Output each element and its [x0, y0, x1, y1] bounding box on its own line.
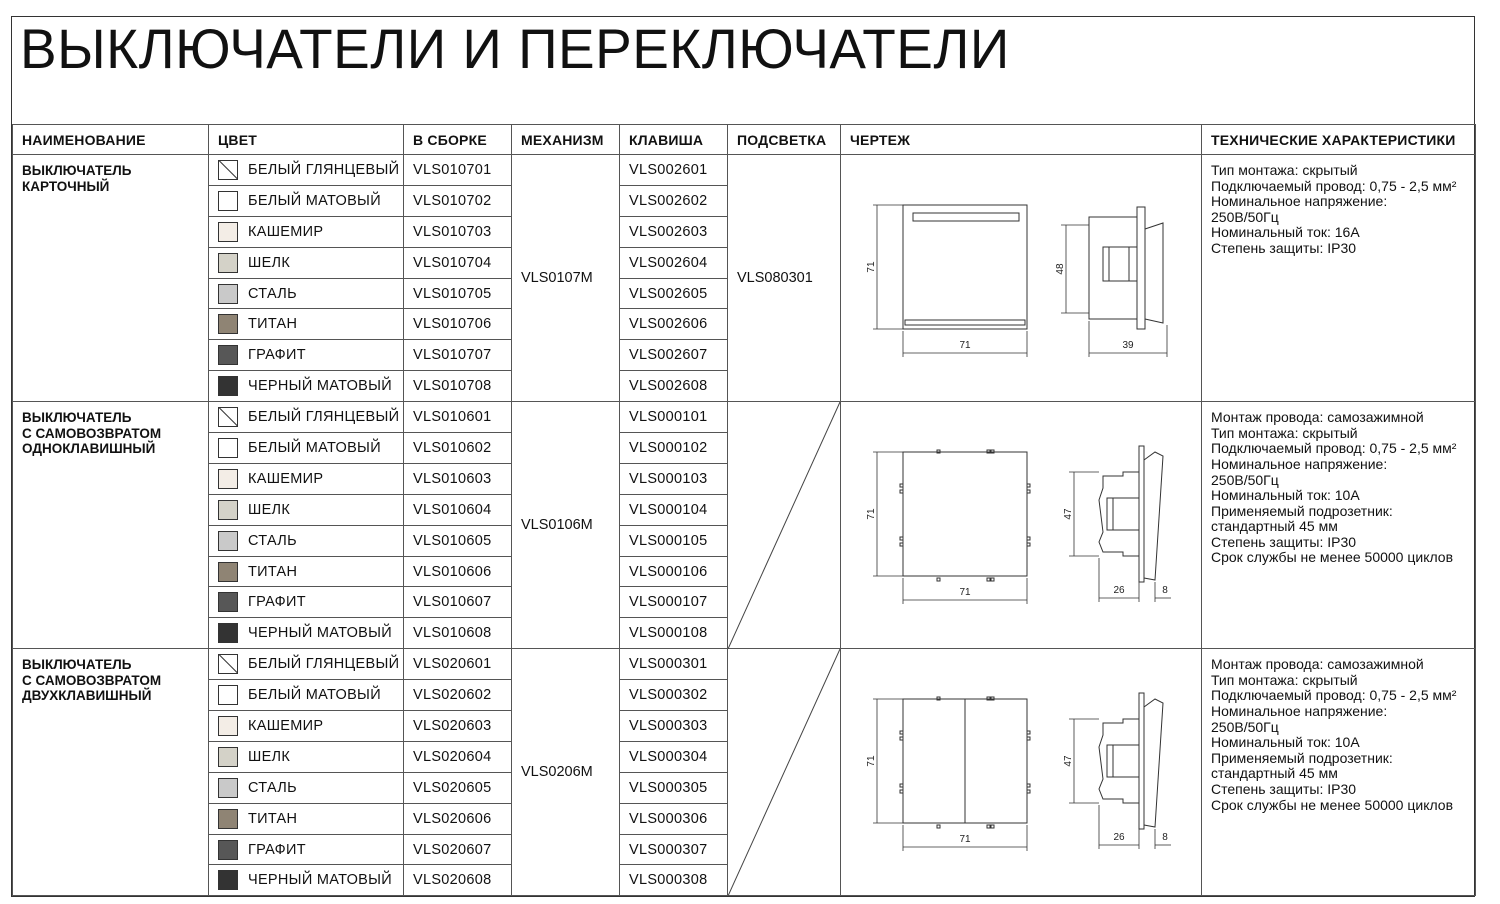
color-cell — [209, 402, 404, 433]
spec-line: Срок службы не менее 50000 циклов — [1211, 549, 1454, 566]
spec-line: Тип монтажа: скрытый — [1211, 424, 1358, 441]
color-cell — [209, 433, 404, 464]
color-cell — [209, 155, 404, 186]
table-header-row — [13, 125, 1476, 155]
color-entry — [218, 840, 394, 860]
color-cell — [209, 680, 404, 711]
key-code: VLS000106 — [620, 556, 728, 587]
color-cell — [209, 865, 404, 896]
color-cell — [209, 618, 404, 649]
key-code: VLS002605 — [620, 278, 728, 309]
product-name-line: ВЫКЛЮЧАТЕЛЬ — [22, 163, 132, 178]
color-entry — [218, 253, 394, 273]
spec-line: Номинальный ток: 10А — [1211, 487, 1360, 504]
front-view — [903, 452, 1027, 576]
product-name-line: ВЫКЛЮЧАТЕЛЬ — [22, 657, 132, 673]
color-swatch — [218, 747, 238, 767]
spec-line: Степень защиты: IP30 — [1211, 533, 1357, 550]
product-name-line: ВЫКЛЮЧАТЕЛЬ — [22, 410, 132, 426]
color-swatch — [218, 191, 238, 211]
key-code: VLS000104 — [620, 494, 728, 525]
color-swatch — [218, 809, 238, 829]
color-entry — [218, 562, 394, 582]
color-entry — [218, 222, 394, 242]
color-cell — [209, 371, 404, 402]
key-code: VLS002607 — [620, 340, 728, 371]
color-entry — [218, 747, 394, 767]
spec-line: Применяемый подрозетник: — [1211, 749, 1393, 766]
dim-key-depth: 8 — [1162, 585, 1168, 597]
color-label: ШЕЛК — [248, 254, 291, 271]
dim-key-depth: 8 — [1162, 832, 1168, 844]
key-code: VLS000103 — [620, 463, 728, 494]
color-label: ЧЕРНЫЙ МАТОВЫЙ — [248, 378, 392, 395]
product-name-line: С САМОВОЗВРАТОМ — [22, 672, 162, 688]
assembly-code: VLS010604 — [404, 494, 512, 525]
dim-side-depth: 26 — [1113, 832, 1125, 844]
dim-side-height: 47 — [1063, 755, 1074, 767]
key-code: VLS000304 — [620, 741, 728, 772]
key-code: VLS000107 — [620, 587, 728, 618]
spec-line: Применяемый подрозетник: — [1211, 502, 1393, 519]
color-swatch — [218, 284, 238, 304]
assembly-code: VLS020602 — [404, 680, 512, 711]
key-code: VLS002608 — [620, 371, 728, 402]
assembly-code: VLS010607 — [404, 587, 512, 618]
assembly-code: VLS010605 — [404, 525, 512, 556]
table-row — [13, 402, 1476, 433]
product-name — [13, 649, 209, 896]
color-entry — [218, 654, 400, 674]
assembly-code: VLS010602 — [404, 433, 512, 464]
side-key — [1144, 699, 1163, 827]
assembly-code: VLS010603 — [404, 463, 512, 494]
spec-line: Степень защиты: IP30 — [1211, 239, 1357, 256]
key-code: VLS000306 — [620, 803, 728, 834]
product-name-line: С САМОВОЗВРАТОМ — [22, 425, 162, 441]
color-cell — [209, 216, 404, 247]
mechanism-code: VLS0106M — [512, 402, 620, 649]
color-label: БЕЛЫЙ МАТОВЫЙ — [248, 687, 381, 704]
spec-line: Тип монтажа: скрытый — [1211, 671, 1358, 688]
color-entry — [218, 778, 394, 798]
color-swatch — [218, 716, 238, 736]
header-assembly: В СБОРКЕ — [404, 125, 512, 155]
assembly-code: VLS010707 — [404, 340, 512, 371]
color-swatch — [218, 500, 238, 520]
spec-line: 250В/50Гц — [1211, 208, 1279, 225]
color-label: БЕЛЫЙ МАТОВЫЙ — [248, 439, 381, 456]
color-entry — [218, 870, 394, 890]
catalog-sheet — [11, 16, 1475, 897]
color-swatch — [218, 160, 238, 180]
assembly-code: VLS020606 — [404, 803, 512, 834]
assembly-code: VLS020603 — [404, 711, 512, 742]
key-code: VLS002603 — [620, 216, 728, 247]
specs-cell — [1202, 155, 1476, 402]
assembly-code: VLS010601 — [404, 402, 512, 433]
page-title: ВЫКЛЮЧАТЕЛИ И ПЕРЕКЛЮЧАТЕЛИ — [20, 17, 1010, 80]
mechanism-code: VLS0206M — [512, 649, 620, 896]
product-table — [12, 124, 1476, 896]
specs-cell — [1202, 649, 1476, 896]
tech-drawing — [841, 649, 1202, 896]
spec-line: Срок службы не менее 50000 циклов — [1211, 796, 1454, 813]
color-entry — [218, 438, 394, 458]
spec-line: Подключаемый провод: 0,75 - 2,5 мм² — [1211, 440, 1457, 457]
color-label: СТАЛЬ — [248, 532, 297, 549]
color-label: ШЕЛК — [248, 501, 291, 518]
color-swatch — [218, 531, 238, 551]
color-swatch — [218, 840, 238, 860]
drawing-cell — [841, 402, 1202, 649]
color-swatch — [218, 685, 238, 705]
color-swatch — [218, 438, 238, 458]
spec-line: Монтаж провода: самозажимной — [1211, 656, 1424, 673]
na-diagonal — [728, 402, 841, 649]
spec-line: 250В/50Гц — [1211, 471, 1279, 488]
color-label: ГРАФИТ — [248, 594, 306, 611]
header-backlight: ПОДСВЕТКА — [728, 125, 841, 155]
table-body — [13, 155, 1476, 896]
backlight-code: VLS080301 — [728, 155, 841, 402]
dim-front-height: 71 — [866, 261, 877, 273]
key-code: VLS002602 — [620, 185, 728, 216]
color-entry — [218, 623, 394, 643]
key-code: VLS002606 — [620, 309, 728, 340]
color-swatch — [218, 222, 238, 242]
color-label: ШЕЛК — [248, 748, 291, 765]
color-cell — [209, 556, 404, 587]
assembly-code: VLS020608 — [404, 865, 512, 896]
color-cell — [209, 278, 404, 309]
drawing-cell — [841, 649, 1202, 896]
color-label: СТАЛЬ — [248, 779, 297, 796]
color-cell — [209, 525, 404, 556]
header-color: ЦВЕТ — [209, 125, 404, 155]
color-cell — [209, 185, 404, 216]
key-code: VLS000108 — [620, 618, 728, 649]
spec-line: Тип монтажа: скрытый — [1211, 162, 1358, 178]
assembly-code: VLS020607 — [404, 834, 512, 865]
product-name-line: ОДНОКЛАВИШНЫЙ — [22, 441, 156, 457]
spec-line: стандартный 45 мм — [1211, 518, 1338, 535]
spec-line: стандартный 45 мм — [1211, 765, 1338, 782]
key-code: VLS000303 — [620, 711, 728, 742]
dim-side-height: 48 — [1055, 263, 1066, 275]
header-drawing: ЧЕРТЕЖ — [841, 125, 1202, 155]
color-entry — [218, 716, 394, 736]
dim-front-width: 71 — [959, 340, 971, 351]
key-code: VLS000305 — [620, 772, 728, 803]
color-entry — [218, 531, 394, 551]
color-label: КАШЕМИР — [248, 717, 324, 734]
color-label: БЕЛЫЙ ГЛЯНЦЕВЫЙ — [248, 161, 400, 178]
color-label: ТИТАН — [248, 316, 298, 333]
dim-front-width: 71 — [959, 587, 971, 599]
color-entry — [218, 345, 394, 365]
color-swatch — [218, 654, 238, 674]
backlight-empty — [728, 649, 841, 896]
color-cell — [209, 340, 404, 371]
color-swatch — [218, 870, 238, 890]
color-cell — [209, 494, 404, 525]
assembly-code: VLS020605 — [404, 772, 512, 803]
color-label: ГРАФИТ — [248, 841, 306, 858]
assembly-code: VLS010706 — [404, 309, 512, 340]
assembly-code: VLS010606 — [404, 556, 512, 587]
assembly-code: VLS020604 — [404, 741, 512, 772]
side-view — [1089, 217, 1137, 319]
color-cell — [209, 247, 404, 278]
assembly-code: VLS010702 — [404, 185, 512, 216]
spec-line: Номинальный ток: 16А — [1211, 224, 1360, 241]
color-entry — [218, 592, 394, 612]
header-specs: ТЕХНИЧЕСКИЕ ХАРАКТЕРИСТИКИ — [1202, 125, 1476, 155]
product-name — [13, 155, 209, 402]
color-cell — [209, 649, 404, 680]
dim-side-depth: 39 — [1122, 340, 1134, 351]
spec-line: 250В/50Гц — [1211, 718, 1279, 735]
spec-line: Номинальное напряжение: — [1211, 455, 1388, 472]
color-cell — [209, 587, 404, 618]
spec-line: Номинальное напряжение: — [1211, 703, 1388, 720]
spec-line: Подключаемый провод: 0,75 - 2,5 мм² — [1211, 687, 1457, 704]
color-cell — [209, 834, 404, 865]
color-swatch — [218, 469, 238, 489]
color-cell — [209, 309, 404, 340]
assembly-code: VLS010704 — [404, 247, 512, 278]
dim-front-width: 71 — [959, 834, 971, 846]
side-view — [1099, 719, 1139, 803]
side-key — [1144, 452, 1163, 580]
side-view — [1099, 472, 1139, 556]
key-code: VLS000301 — [620, 649, 728, 680]
assembly-code: VLS010703 — [404, 216, 512, 247]
key-code: VLS000105 — [620, 525, 728, 556]
dim-front-height: 71 — [866, 755, 877, 767]
color-entry — [218, 685, 394, 705]
color-label: КАШЕМИР — [248, 223, 324, 240]
color-label: ТИТАН — [248, 563, 298, 580]
spec-line: Монтаж провода: самозажимной — [1211, 409, 1424, 426]
key-code: VLS000307 — [620, 834, 728, 865]
header-mechanism: МЕХАНИЗМ — [512, 125, 620, 155]
color-entry — [218, 376, 394, 396]
spec-line: Подключаемый провод: 0,75 - 2,5 мм² — [1211, 177, 1457, 194]
assembly-code: VLS020601 — [404, 649, 512, 680]
spec-line: Номинальное напряжение: — [1211, 193, 1388, 210]
dim-front-height: 71 — [866, 508, 877, 520]
key-code: VLS000102 — [620, 433, 728, 464]
color-entry — [218, 500, 394, 520]
color-swatch — [218, 253, 238, 273]
color-entry — [218, 809, 394, 829]
color-cell — [209, 772, 404, 803]
color-label: ЧЕРНЫЙ МАТОВЫЙ — [248, 625, 392, 642]
color-entry — [218, 469, 394, 489]
color-entry — [218, 191, 394, 211]
color-swatch — [218, 562, 238, 582]
assembly-code: VLS010701 — [404, 155, 512, 186]
na-diagonal — [728, 649, 841, 896]
color-label: ЧЕРНЫЙ МАТОВЫЙ — [248, 872, 392, 889]
front-view — [903, 205, 1027, 329]
color-swatch — [218, 314, 238, 334]
color-label: КАШЕМИР — [248, 470, 324, 487]
key-code: VLS002601 — [620, 155, 728, 186]
color-entry — [218, 160, 400, 180]
color-swatch — [218, 778, 238, 798]
color-swatch — [218, 623, 238, 643]
color-swatch — [218, 407, 238, 427]
backlight-empty — [728, 402, 841, 649]
tech-drawing — [841, 155, 1202, 402]
color-label: БЕЛЫЙ ГЛЯНЦЕВЫЙ — [248, 409, 400, 426]
color-cell — [209, 711, 404, 742]
color-label: БЕЛЫЙ ГЛЯНЦЕВЫЙ — [248, 656, 400, 673]
table-row — [13, 649, 1476, 680]
color-entry — [218, 284, 394, 304]
color-cell — [209, 803, 404, 834]
assembly-code: VLS010608 — [404, 618, 512, 649]
key-code: VLS000308 — [620, 865, 728, 896]
specs-cell — [1202, 402, 1476, 649]
table-row — [13, 155, 1476, 186]
color-swatch — [218, 592, 238, 612]
color-swatch — [218, 376, 238, 396]
header-name: НАИМЕНОВАНИЕ — [13, 125, 209, 155]
spec-line: Степень защиты: IP30 — [1211, 781, 1357, 797]
dim-side-depth: 26 — [1113, 585, 1125, 597]
product-name — [13, 402, 209, 649]
key-code: VLS002604 — [620, 247, 728, 278]
key-code: VLS000101 — [620, 402, 728, 433]
color-entry — [218, 407, 400, 427]
header-key: КЛАВИША — [620, 125, 728, 155]
color-entry — [218, 314, 394, 334]
color-cell — [209, 741, 404, 772]
assembly-code: VLS010708 — [404, 371, 512, 402]
color-swatch — [218, 345, 238, 365]
dim-side-height: 47 — [1063, 508, 1074, 520]
assembly-code: VLS010705 — [404, 278, 512, 309]
na-diagonal-line — [728, 649, 840, 896]
color-label: БЕЛЫЙ МАТОВЫЙ — [248, 192, 381, 209]
key-code: VLS000302 — [620, 680, 728, 711]
color-cell — [209, 463, 404, 494]
mechanism-code: VLS0107M — [512, 155, 620, 402]
color-label: ТИТАН — [248, 810, 298, 827]
spec-line: Номинальный ток: 10А — [1211, 734, 1360, 751]
na-diagonal-line — [728, 402, 840, 649]
drawing-cell — [841, 155, 1202, 402]
tech-drawing — [841, 402, 1202, 649]
color-label: СТАЛЬ — [248, 285, 297, 302]
side-key — [1145, 223, 1163, 323]
product-name-line: КАРТОЧНЫЙ — [22, 178, 110, 194]
color-label: ГРАФИТ — [248, 347, 306, 364]
product-name-line: ДВУХКЛАВИШНЫЙ — [22, 688, 152, 704]
